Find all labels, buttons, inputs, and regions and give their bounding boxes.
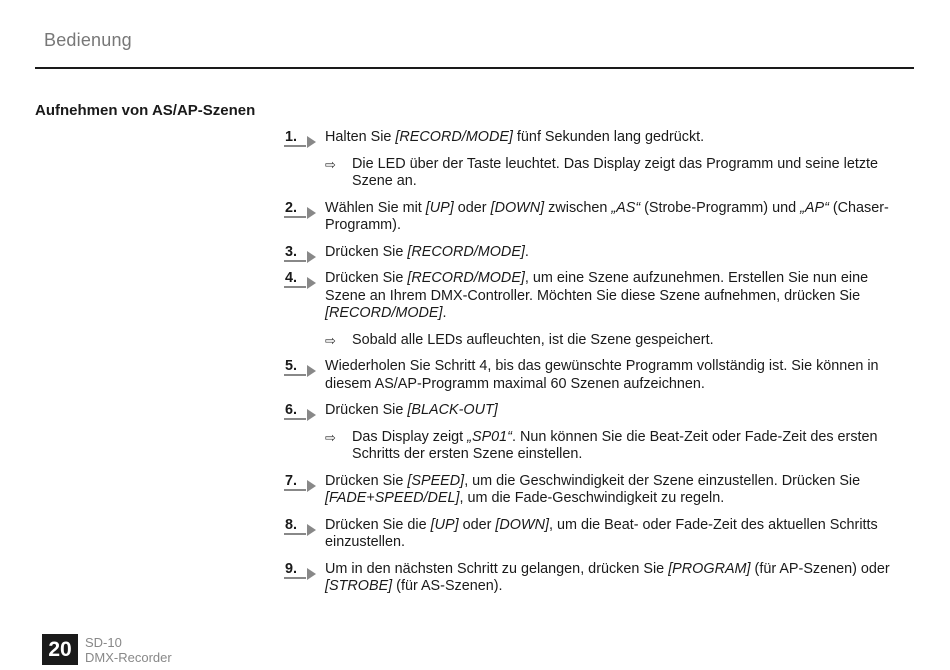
step-text [325, 270, 912, 323]
page-number: 20 [42, 634, 78, 665]
step-text [325, 244, 912, 262]
step-marker [284, 244, 318, 262]
step-item [284, 473, 912, 508]
step-text [325, 402, 912, 420]
arrow-right-icon [307, 277, 316, 289]
text-run: Die LED über der Taste leuchtet. Das Display zeigt das Programm und seine letzte Szene an. [352, 155, 879, 189]
hollow-arrow-icon: ⇨ [325, 429, 336, 445]
step-underline [284, 286, 306, 288]
text-run: (für AS-Szenen). [392, 578, 503, 594]
step-text [325, 200, 912, 235]
step-item [284, 561, 912, 596]
step-number: 6. [285, 402, 298, 418]
step-item [284, 270, 912, 349]
arrow-right-icon [307, 524, 316, 536]
footer-model: SD-10 [85, 635, 122, 650]
step-number: 9. [285, 560, 298, 577]
step-marker [284, 517, 318, 535]
control-name: [RECORD/MODE] [407, 243, 525, 260]
step-result [325, 332, 912, 350]
step-underline [284, 260, 306, 262]
text-run: Drücken Sie [325, 402, 408, 418]
control-name: „AS“ [611, 199, 641, 216]
step-item [284, 244, 912, 262]
text-run: zwischen [544, 199, 612, 216]
step-underline [284, 145, 306, 147]
control-name: [RECORD/MODE] [325, 305, 443, 321]
text-run: , um die Geschwindigkeit der Szene einzustellen. Drücken Sie [464, 472, 861, 489]
control-name: [UP] [425, 199, 454, 216]
text-run: (Chaser-Programm). [325, 199, 889, 233]
control-name: [BLACK-OUT] [407, 402, 498, 418]
step-marker [284, 270, 318, 288]
step-item [284, 200, 912, 235]
step-marker [284, 561, 318, 579]
step-underline [284, 489, 306, 491]
step-underline [284, 533, 306, 535]
text-run: Drücken Sie die [325, 516, 431, 533]
step-marker [284, 200, 318, 218]
control-name: [UP] [430, 516, 459, 533]
arrow-right-icon [307, 409, 316, 421]
control-name: [SPEED] [407, 472, 465, 489]
step-item [284, 129, 912, 191]
step-number: 3. [285, 243, 298, 260]
step-underline [284, 418, 306, 420]
arrow-right-icon [307, 480, 316, 492]
page-header-title: Bedienung [44, 30, 132, 50]
control-name: [PROGRAM] [668, 560, 751, 577]
step-underline [284, 577, 306, 579]
text-run: Wählen Sie mit [325, 199, 426, 216]
step-item [284, 358, 912, 393]
step-marker [284, 358, 318, 376]
control-name: [FADE+SPEED/DEL] [325, 490, 460, 506]
control-name: [RECORD/MODE] [395, 129, 513, 145]
text-run: oder [453, 199, 491, 216]
step-marker [284, 473, 318, 491]
step-text [325, 561, 912, 596]
text-run: oder [458, 516, 496, 533]
result-text [352, 156, 912, 191]
steps-list [284, 129, 912, 605]
text-run: Drücken Sie [325, 270, 408, 286]
arrow-right-icon [307, 365, 316, 377]
text-run: , um eine Szene aufzunehmen. Erstellen Sie nun eine Szene an Ihrem DMX-Controller. Möchten Sie diese Szene aufnehmen, drücken Sie [325, 270, 869, 304]
step-text [325, 358, 912, 393]
text-run: Drücken Sie [325, 472, 408, 489]
step-underline [284, 216, 306, 218]
text-run: , um die Beat- oder Fade-Zeit des aktuellen Schritts einzustellen. [325, 516, 878, 550]
header-divider [35, 67, 914, 69]
text-run: Das Display zeigt [352, 428, 468, 445]
text-run: Halten Sie [325, 129, 396, 145]
text-run: , um die Fade-Geschwindigkeit zu regeln. [459, 490, 725, 506]
step-number: 5. [285, 358, 298, 374]
text-run: (Strobe-Programm) und [640, 199, 801, 216]
text-run: . [442, 305, 447, 321]
text-run: Wiederholen Sie Schritt 4, bis das gewünschte Programm vollständig ist. Sie können in diesem AS/AP-Programm maximal 60 Szenen aufzeichnen. [325, 358, 879, 392]
control-name: [RECORD/MODE] [407, 270, 525, 286]
step-text [325, 473, 912, 508]
arrow-right-icon [307, 136, 316, 148]
text-run: fünf Sekunden lang gedrückt. [512, 129, 705, 145]
text-run: . Nun können Sie die Beat-Zeit oder Fade-Zeit des ersten Schritts der ersten Szene einstellen. [352, 428, 878, 462]
step-number: 8. [285, 516, 298, 533]
footer-product: DMX-Recorder [85, 650, 172, 665]
step-item [284, 517, 912, 552]
control-name: [DOWN] [490, 199, 545, 216]
control-name: [DOWN] [495, 516, 549, 533]
step-item [284, 402, 912, 464]
text-run: Um in den nächsten Schritt zu gelangen, drücken Sie [325, 560, 669, 577]
step-text [325, 517, 912, 552]
hollow-arrow-icon: ⇨ [325, 332, 336, 348]
step-number: 4. [285, 270, 298, 286]
hollow-arrow-icon: ⇨ [325, 156, 336, 172]
step-underline [284, 374, 306, 376]
step-number: 7. [285, 472, 298, 489]
text-run: (für AP-Szenen) oder [750, 560, 890, 577]
text-run: Sobald alle LEDs aufleuchten, ist die Szene gespeichert. [352, 331, 714, 348]
step-number: 2. [285, 199, 298, 216]
step-result [325, 156, 912, 191]
control-name: [STROBE] [325, 578, 393, 594]
control-name: „AP“ [800, 199, 829, 216]
text-run: . [524, 243, 529, 260]
step-marker [284, 402, 318, 420]
step-marker [284, 129, 318, 147]
step-number: 1. [285, 129, 298, 145]
step-text [325, 129, 912, 147]
result-text [352, 429, 912, 464]
step-result [325, 429, 912, 464]
section-heading: Aufnehmen von AS/AP-Szenen [35, 102, 256, 119]
control-name: „SP01“ [467, 428, 512, 445]
arrow-right-icon [307, 207, 316, 219]
arrow-right-icon [307, 251, 316, 263]
arrow-right-icon [307, 568, 316, 580]
result-text [352, 332, 912, 350]
text-run: Drücken Sie [325, 243, 408, 260]
